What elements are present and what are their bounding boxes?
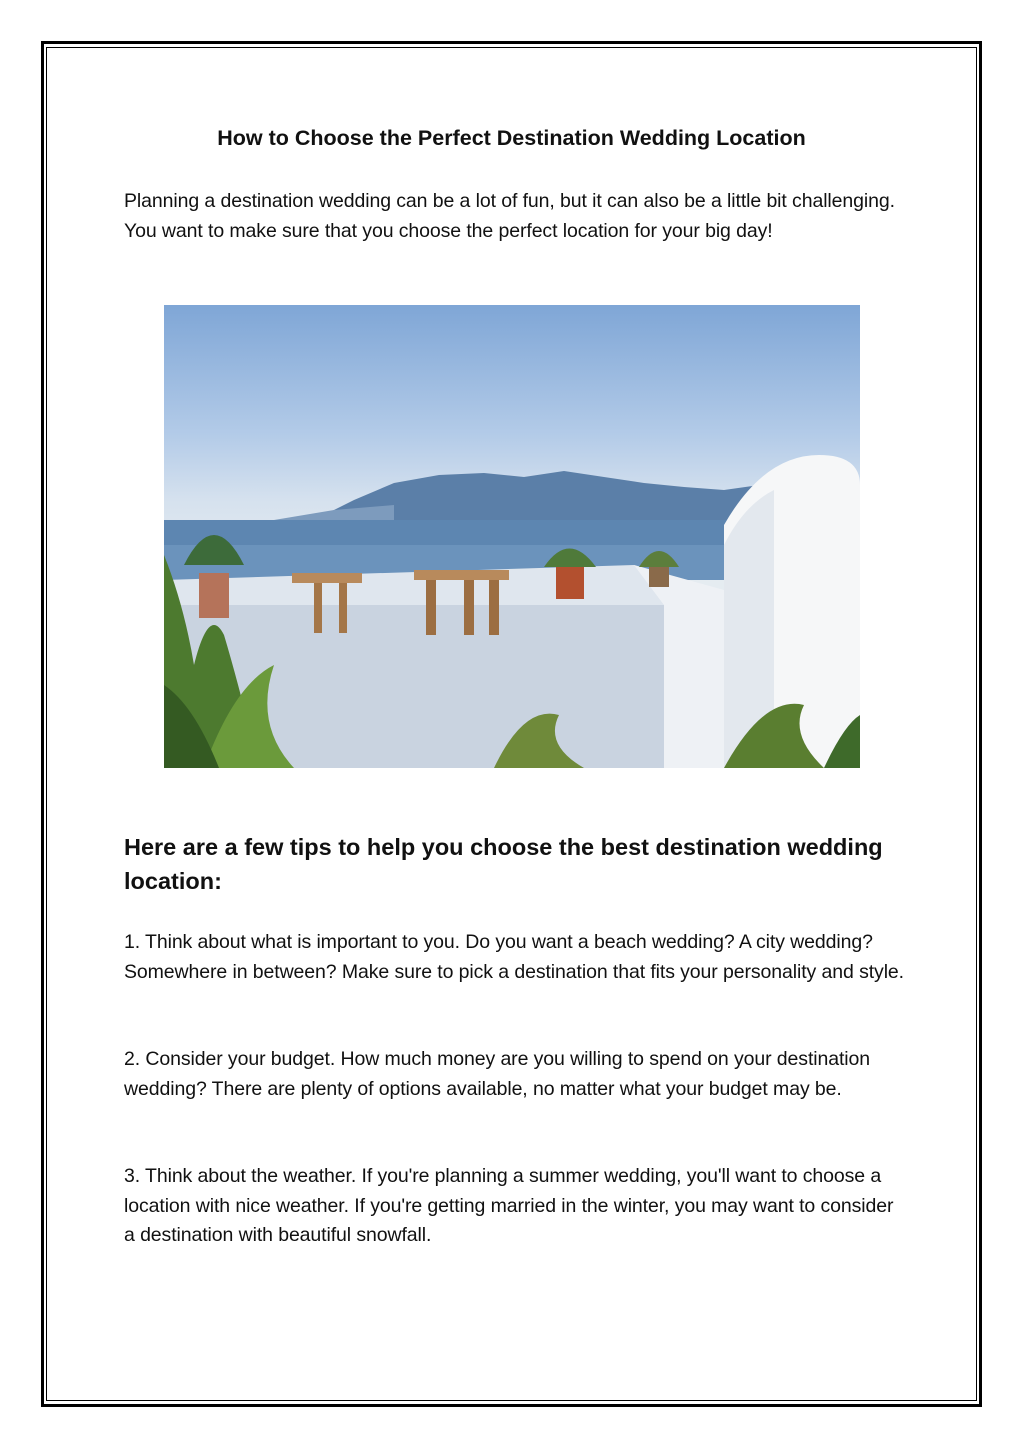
terrace-sea-view-photo [164,305,860,768]
intro-paragraph: Planning a destination wedding can be a lot of fun, but it can also be a little bit challenging. You want to make sure that you choose the perfect location for your big day! [124,190,895,242]
tip-2-paragraph: 2. Consider your budget. How much money are you willing to spend on your destination wedding? There are plenty of options available, no matter what your budget may be. [124,1048,871,1100]
document-title: How to Choose the Perfect Destination Wedding Location [217,126,806,150]
tips-heading: Here are a few tips to help you choose the best destination wedding location: [124,834,883,894]
tip-3-paragraph: 3. Think about the weather. If you're planning a summer wedding, you'll want to choose a location with nice weather. If you're getting married in the winter, you may want to consider a destination with beautiful snowfall. [124,1165,894,1246]
tip-1-paragraph: 1. Think about what is important to you. Do you want a beach wedding? A city wedding? Somewhere in between? Make sure to pick a destination that fits your personality and style. [124,931,904,983]
